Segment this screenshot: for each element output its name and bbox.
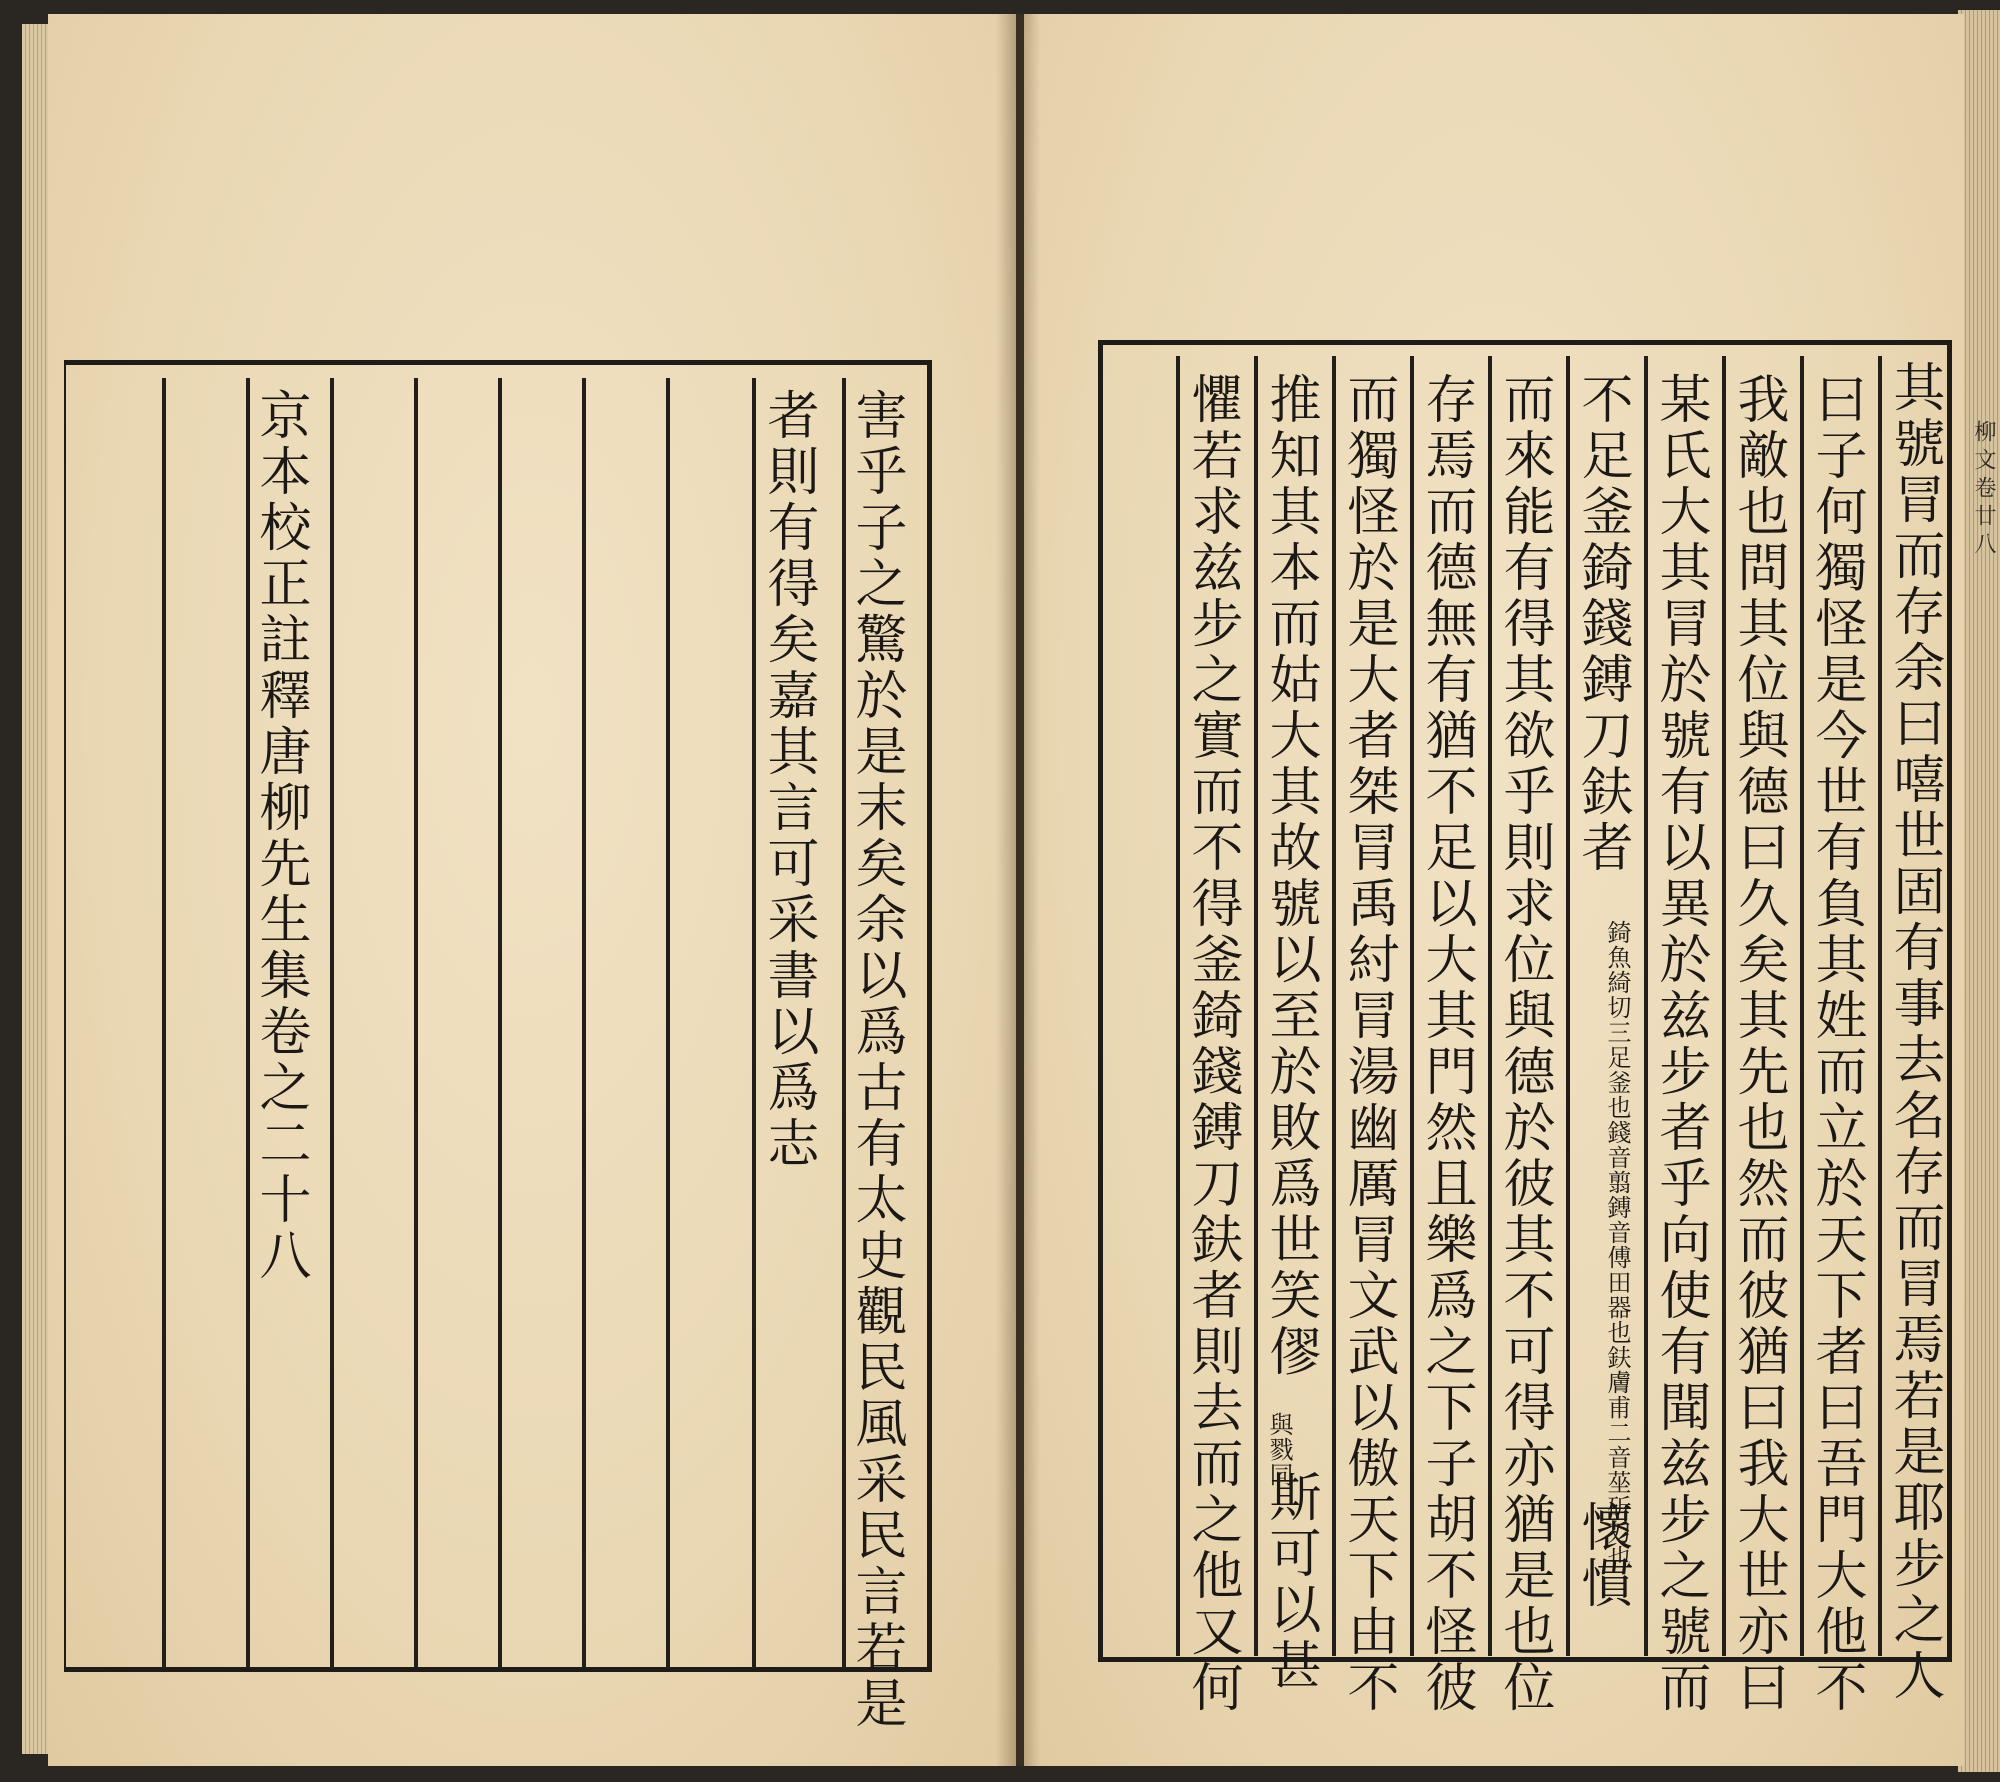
right-text-column-7: 存焉而德無有猶不足以大其門然且樂爲之下子胡不怪彼	[1416, 372, 1476, 1716]
right-text-column-1: 其號冐而存余曰嘻世固有事去名存而冐焉若是耶步之人	[1884, 360, 1944, 1704]
column-rule	[1722, 356, 1726, 1656]
right-text-column-4: 某氏大其冐於號有以異於兹步者乎向使有聞兹步之號而	[1650, 372, 1710, 1716]
page-edges-right	[1958, 10, 2000, 1772]
right-text-column-9-end: 斯可以甚	[1260, 1470, 1320, 1694]
right-text-column-9: 推知其本而姑大其故號以至於敗爲世笑僇	[1260, 372, 1320, 1380]
column-rule	[1878, 356, 1882, 1656]
column-rule	[1566, 356, 1570, 1656]
right-text-column-8: 而獨怪於是大者桀冐禹紂冐湯幽厲冐文武以傲天下由不	[1338, 372, 1398, 1716]
interlinear-note: 與戮同	[1265, 1412, 1293, 1487]
column-rule	[1644, 356, 1648, 1656]
left-text-column-2: 者則有得矣嘉其言可采書以爲志	[758, 388, 818, 1172]
column-rule	[666, 378, 670, 1668]
left-text-column-1: 害乎子之驚於是末矣余以爲古有太史觀民風采民言若是	[846, 388, 906, 1732]
right-text-column-2: 曰子何獨怪是今世有負其姓而立於天下者曰吾門大他不	[1806, 372, 1866, 1716]
volume-title-column: 京本校正註釋唐柳先生集卷之二十八	[250, 388, 310, 1284]
gutter-shadow	[996, 14, 1040, 1766]
right-text-column-6: 而來能有得其欲乎則求位與德於彼其不可得亦猶是也位	[1494, 372, 1554, 1716]
column-rule	[582, 378, 586, 1668]
column-rule	[162, 378, 166, 1668]
column-rule	[414, 378, 418, 1668]
right-text-column-5: 不足釜錡錢鎛刀鈇者	[1572, 372, 1632, 876]
column-rule	[498, 378, 502, 1668]
column-rule	[1800, 356, 1804, 1656]
column-rule	[1176, 356, 1180, 1656]
right-text-column-10: 懼若求兹步之實而不得釜錡錢鎛刀鈇者則去而之他又何	[1182, 372, 1242, 1716]
column-rule	[1488, 356, 1492, 1656]
fore-edge-label: 柳文卷廿八	[1971, 420, 1996, 560]
interlinear-note: 錡魚綺切三足釜也錢音翦鎛音傅田器也鈇膚甫二音莝斫刀也	[1603, 920, 1631, 1570]
right-text-column-5-end: 懷慣	[1572, 1500, 1632, 1612]
column-rule	[1332, 356, 1336, 1656]
column-rule	[1410, 356, 1414, 1656]
right-text-column-3: 我敵也問其位與德曰久矣其先也然而彼猶曰我大世亦曰	[1728, 372, 1788, 1716]
column-rule	[1254, 356, 1258, 1656]
column-rule	[752, 378, 756, 1668]
column-rule	[330, 378, 334, 1668]
